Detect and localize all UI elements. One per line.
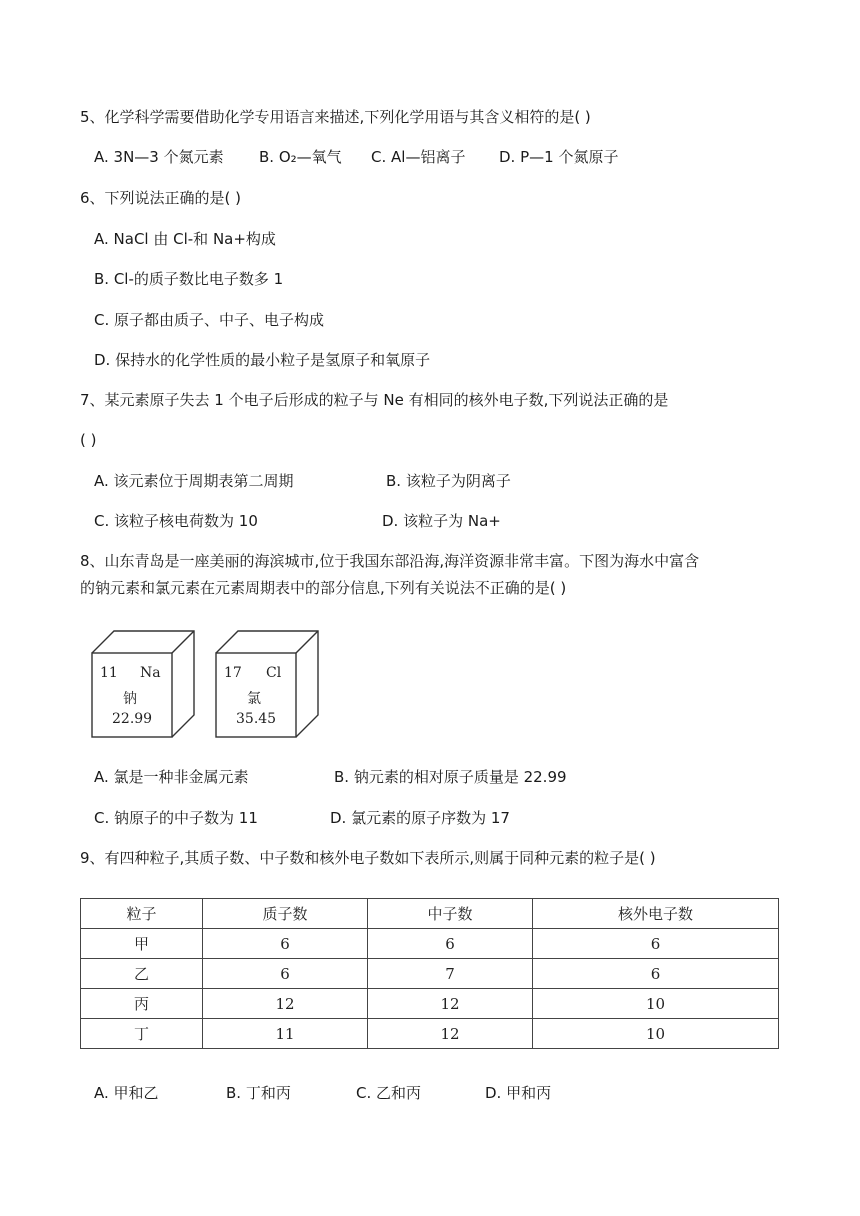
table-row <box>81 959 779 989</box>
table-cell: 甲 <box>81 929 203 959</box>
q7-option-a: A. 该元素位于周期表第二周期 <box>94 472 294 490</box>
element-symbol: Na <box>140 665 161 681</box>
table-cell: 12 <box>368 989 533 1019</box>
q5-option-a: A. 3N—3 个氮元素 <box>94 148 224 166</box>
table-row <box>81 1019 779 1049</box>
table-cell: 7 <box>368 959 533 989</box>
element-symbol: Cl <box>266 665 282 681</box>
q6-option-d: D. 保持水的化学性质的最小粒子是氢原子和氧原子 <box>94 351 431 369</box>
q5-option-c: C. Al—铝离子 <box>371 148 466 166</box>
table-header: 质子数 <box>203 899 368 929</box>
q7-stem: 7、某元素原子失去 1 个电子后形成的粒子与 Ne 有相同的核外电子数,下列说法正确的是 <box>80 391 669 409</box>
table-header: 粒子 <box>81 899 203 929</box>
element-cube-chlorine <box>214 629 320 739</box>
q5-stem: 5、化学科学需要借助化学专用语言来描述,下列化学用语与其含义相符的是( ) <box>80 108 591 126</box>
q9-option-c: C. 乙和丙 <box>356 1084 422 1102</box>
q9-option-b: B. 丁和丙 <box>226 1084 291 1102</box>
q7-option-d: D. 该粒子为 Na+ <box>382 512 501 530</box>
particle-table <box>80 898 779 1049</box>
q9-option-a: A. 甲和乙 <box>94 1084 159 1102</box>
element-name: 氯 <box>247 691 261 707</box>
q5-option-d: D. P—1 个氮原子 <box>499 148 619 166</box>
element-number: 17 <box>224 665 242 681</box>
q7-option-b: B. 该粒子为阴离子 <box>386 472 511 490</box>
q8-option-a: A. 氯是一种非金属元素 <box>94 768 249 786</box>
q7-answer-bracket: ( ) <box>80 431 97 449</box>
table-header: 核外电子数 <box>533 899 779 929</box>
q9-stem: 9、有四种粒子,其质子数、中子数和核外电子数如下表所示,则属于同种元素的粒子是( ) <box>80 849 656 867</box>
q6-option-b: B. Cl-的质子数比电子数多 1 <box>94 270 284 288</box>
element-name: 钠 <box>123 691 137 707</box>
table-header: 中子数 <box>368 899 533 929</box>
q8-option-c: C. 钠原子的中子数为 11 <box>94 809 258 827</box>
q8-stem-line2: 的钠元素和氯元素在元素周期表中的部分信息,下列有关说法不正确的是( ) <box>80 579 567 597</box>
table-cell: 12 <box>368 1019 533 1049</box>
table-cell: 11 <box>203 1019 368 1049</box>
table-cell: 10 <box>533 1019 779 1049</box>
q6-stem: 6、下列说法正确的是( ) <box>80 189 242 207</box>
table-row <box>81 929 779 959</box>
element-number: 11 <box>100 665 118 681</box>
table-cell: 6 <box>368 929 533 959</box>
q8-stem-line1: 8、山东青岛是一座美丽的海滨城市,位于我国东部沿海,海洋资源非常丰富。下图为海水中富含 <box>80 552 700 570</box>
table-cell: 6 <box>533 959 779 989</box>
table-cell: 6 <box>203 959 368 989</box>
q6-option-a: A. NaCl 由 Cl-和 Na+构成 <box>94 230 276 248</box>
table-cell: 丁 <box>81 1019 203 1049</box>
element-cube-sodium <box>90 629 196 739</box>
q6-option-c: C. 原子都由质子、中子、电子构成 <box>94 311 325 329</box>
q8-option-b: B. 钠元素的相对原子质量是 22.99 <box>334 768 567 786</box>
table-cell: 6 <box>203 929 368 959</box>
table-cell: 6 <box>533 929 779 959</box>
table-cell: 12 <box>203 989 368 1019</box>
q8-option-d: D. 氯元素的原子序数为 17 <box>330 809 510 827</box>
table-cell: 乙 <box>81 959 203 989</box>
table-cell: 10 <box>533 989 779 1019</box>
q7-option-c: C. 该粒子核电荷数为 10 <box>94 512 258 530</box>
q5-option-b: B. O₂—氧气 <box>259 148 342 166</box>
element-mass: 35.45 <box>236 711 277 727</box>
q9-option-d: D. 甲和丙 <box>485 1084 552 1102</box>
table-row <box>81 989 779 1019</box>
table-cell: 丙 <box>81 989 203 1019</box>
element-mass: 22.99 <box>112 711 153 727</box>
table-header-row <box>81 899 779 929</box>
